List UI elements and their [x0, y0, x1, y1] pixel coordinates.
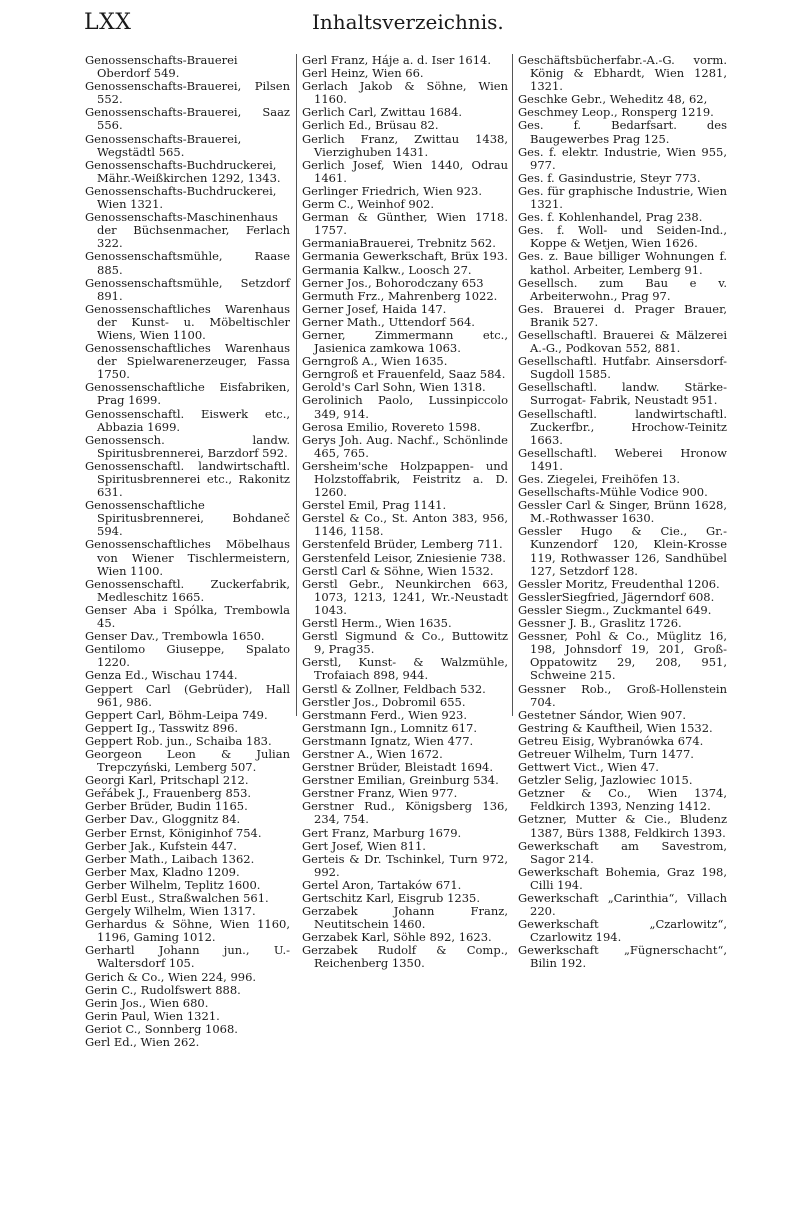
index-entry: Genossensch. landw. Spiritusbrennerei, Barzdorf 592. [85, 432, 290, 460]
index-entry: Gerstel Emil, Prag 1141. [302, 498, 447, 513]
index-entry: Genossenschafts-Brauerei Oberdorf 549. [85, 53, 238, 81]
page-title: Inhaltsverzeichnis. [312, 10, 504, 34]
index-entry: Genossenschaftl. Zuckerfabrik, Medleschitz 1665. [85, 576, 290, 604]
index-entry: Gerl Heinz, Wien 66. [302, 66, 424, 81]
index-entry: Gesellschaftl. landwirtschaftl. Zuckerfbr., Hrochow-Teinitz 1663. [518, 406, 727, 447]
index-entry: Gettwert Vict., Wien 47. [518, 760, 659, 775]
index-entry: Gerstl Sigmund & Co., Buttowitz 9, Prag35. [302, 629, 508, 657]
index-entry: Gerstmann Ignatz, Wien 477. [302, 733, 474, 748]
index-entry: Gerstner Franz, Wien 977. [302, 786, 458, 801]
index-entry: Geschke Gebr., Weheditz 48, 62, [518, 92, 708, 107]
index-entry: Ges. f. elektr. Industrie, Wien 955, 977. [518, 144, 727, 172]
index-entry: Gessler Carl & Singer, Brünn 1628, M.-Rothwasser 1630. [518, 498, 727, 526]
index-entry: Genossenschafts-Maschinenhaus der Büchsenmacher, Ferlach 322. [85, 210, 290, 251]
index-entry: Gewerkschaft „Czarlowitz“, Czarlowitz 194. [518, 917, 727, 945]
index-entry: Genossenschaftliches Warenhaus der Kunst- u. Möbeltischler Wiens, Wien 1100. [85, 301, 290, 342]
index-entry: Getzner, Mutter & Cie., Bludenz 1387, Bürs 1388, Feldkirch 1393. [518, 812, 727, 840]
index-entry: Ges. Brauerei d. Prager Brauer, Branik 527. [518, 301, 727, 329]
index-entry: Gerstl & Zollner, Feldbach 532. [302, 681, 486, 696]
index-entry: Geriot C., Sonnberg 1068. [85, 1021, 238, 1036]
index-entry: Geppert Carl (Gebrüder), Hall 961, 986. [85, 681, 290, 709]
index-entry: Gessner J. B., Graslitz 1726. [518, 616, 682, 631]
index-entry: Genossenschaftliches Möbelhaus von Wiener Tischlermeistern, Wien 1100. [85, 537, 290, 578]
index-entry: Gewerkschaft am Savestrom, Sagor 214. [518, 838, 727, 866]
index-entry: Gerber Brüder, Budin 1165. [85, 799, 248, 814]
index-entry: Gerys Joh. Aug. Nachf., Schönlinde 465, 765. [302, 432, 508, 460]
index-entry: Gessler Siegm., Zuckmantel 649. [518, 602, 712, 617]
index-entry: Germuth Frz., Mahrenberg 1022. [302, 288, 498, 303]
index-entry: Gewerkschaft „Carinthia“, Villach 220. [518, 891, 727, 919]
index-entry: Genossenschaftliches Warenhaus der Spielwarenerzeuger, Fassa 1750. [85, 341, 290, 382]
index-entry: Gerber Wilhelm, Teplitz 1600. [85, 877, 261, 892]
index-entry: Ges. für graphische Industrie, Wien 1321. [518, 183, 727, 212]
index-entry: Getreuer Wilhelm, Turn 1477. [518, 746, 694, 761]
index-entry: Genossenschaftliche Spiritusbrennerei, Bohdaneč 594. [85, 498, 290, 539]
index-entry: Gerstmann Ferd., Wien 923. [302, 707, 467, 722]
index-column-2 [302, 54, 508, 971]
index-entry: Gerold's Carl Sohn, Wien 1318. [302, 380, 486, 395]
index-entry: Georgeon Leon & Julian Trepczyński, Lemberg 507. [85, 746, 290, 775]
index-entry: Genossenschaftl. landwirtschaftl. Spiritusbrennerei etc., Rakonitz 631. [85, 458, 290, 500]
index-entry: Gerlich Carl, Zwittau 1684. [302, 105, 463, 120]
index-entry: Gerin Jos., Wien 680. [85, 995, 209, 1010]
index-entry: Germ C., Weinhof 902. [302, 197, 435, 212]
index-entry: Gerin C., Rudolfswert 888. [85, 982, 241, 997]
index-entry: Gerber Jak., Kufstein 447. [85, 838, 237, 853]
index-entry: Gerstl, Kunst- & Walzmühle, Trofaiach 898, 944. [302, 655, 508, 683]
index-entry: Ges. f. Woll- und Seiden-Ind., Koppe & Wetjen, Wien 1626. [518, 223, 727, 251]
index-entry: Ges. Ziegelei, Freihöfen 13. [518, 472, 681, 486]
index-entry: Gerber Math., Laibach 1362. [85, 851, 255, 866]
index-entry: Genossenschaftsmühle, Setzdorf 891. [85, 275, 290, 303]
index-entry: Genossenschafts-Brauerei, Saaz 556. [85, 105, 290, 133]
index-entry: Ges. z. Baue billiger Wohnungen f. kathol. Arbeiter, Lemberg 91. [518, 249, 727, 277]
index-entry: Gerzabek Rudolf & Comp., Reichenberg 1350. [302, 943, 508, 971]
index-entry: Gerstenfeld Brüder, Lemberg 711. [302, 537, 503, 552]
index-entry: Genser Aba i Spólka, Trembowla 45. [85, 602, 290, 631]
index-entry: GesslerSiegfried, Jägerndorf 608. [518, 589, 715, 604]
index-entry: Gert Josef, Wien 811. [302, 838, 426, 853]
index-entry: Gerl Ed., Wien 262. [85, 1035, 200, 1050]
index-entry: Gertschitz Karl, Eisgrub 1235. [302, 891, 480, 905]
index-entry: Ges. f. Kohlenhandel, Prag 238. [518, 210, 703, 225]
index-column-3 [518, 54, 727, 971]
column-divider [296, 54, 297, 716]
index-entry: Gerner Math., Uttendorf 564. [302, 314, 475, 329]
index-entry: Gewerkschaft „Fügnerschacht“, Bilin 192. [518, 943, 727, 971]
index-entry: Gerich & Co., Wien 224, 996. [85, 969, 257, 984]
index-entry: Genser Dav., Trembowla 1650. [85, 629, 265, 644]
index-entry: Geschmey Leop., Ronsperg 1219. [518, 105, 714, 120]
page-header [0, 10, 803, 46]
index-entry: Genossenschafts-Buchdruckerei, Mähr.-Weißkirchen 1292, 1343. [85, 157, 281, 185]
index-entry: Gerstler Jos., Dobromil 655. [302, 694, 466, 709]
index-entry: Gerteis & Dr. Tschinkel, Turn 972, 992. [302, 851, 508, 879]
index-entry: Gerstner Brüder, Bleistadt 1694. [302, 760, 493, 775]
index-entry: Gessler Hugo & Cie., Gr.-Kunzendorf 120, Klein-Krosse 119, Rothwasser 126, Sandhübel 127, Setzdorf 128. [518, 524, 727, 578]
index-entry: Gesellsch. zum Bau e v. Arbeiterwohn., Prag 97. [518, 275, 727, 303]
index-entry: Genossenschafts-Buchdruckerei, Wien 1321. [85, 183, 277, 212]
column-divider [512, 54, 513, 716]
index-entry: Geřábek J., Frauenberg 853. [85, 786, 252, 801]
index-entry: Gesellschaftl. landw. Stärke-Surrogat- Fabrik, Neustadt 951. [518, 380, 727, 408]
page-number: LXX [84, 10, 132, 35]
index-entry: Gessner, Pohl & Co., Müglitz 16, 198, Johnsdorf 19, 201, Groß-Oppatowitz 29, 208, 951, Schweine 215. [518, 629, 727, 683]
index-entry: Gertel Aron, Tartaków 671. [302, 877, 462, 892]
index-entry: Genza Ed., Wischau 1744. [85, 668, 238, 683]
index-entry: Gerngroß A., Wien 1635. [302, 354, 448, 369]
index-entry: Gerin Paul, Wien 1321. [85, 1008, 220, 1023]
index-entry: Gerner Jos., Bohorodczany 653 [302, 275, 484, 290]
index-entry: Gerstel & Co., St. Anton 383, 956, 1146, 1158. [302, 511, 508, 539]
index-entry: Gentilomo Giuseppe, Spalato 1220. [85, 642, 290, 670]
index-entry: Gersheim'sche Holzpappen- und Holzstoffabrik, Feistritz a. D. 1260. [302, 458, 508, 500]
index-entry: Genossenschaftsmühle, Raase 885. [85, 249, 290, 277]
index-entry: Gerolinich Paolo, Lussinpiccolo 349, 914. [302, 393, 508, 421]
index-entry: Gerzabek Johann Franz, Neutitschein 1460. [302, 904, 508, 932]
index-column-1 [85, 54, 290, 1049]
index-entry: Gerstmann Ign., Lomnitz 617. [302, 720, 478, 735]
index-entry: Gerngroß et Frauenfeld, Saaz 584. [302, 367, 506, 382]
index-entry: Gerzabek Karl, Söhle 892, 1623. [302, 930, 492, 945]
index-entry: Gerbl Eust., Straßwalchen 561. [85, 891, 269, 905]
index-entry: Gessler Moritz, Freudenthal 1206. [518, 576, 720, 591]
index-entry: Gerlich Josef, Wien 1440, Odrau 1461. [302, 157, 508, 185]
index-entry: Gerstner Emilian, Greinburg 534. [302, 773, 499, 788]
index-entry: Gerosa Emilio, Rovereto 1598. [302, 419, 481, 434]
index-entry: Gerlinger Friedrich, Wien 923. [302, 183, 482, 198]
index-entry: Gerhardus & Söhne, Wien 1160, 1196, Gaming 1012. [85, 917, 290, 945]
index-entry: Gestetner Sándor, Wien 907. [518, 707, 687, 722]
index-entry: Gestring & Kauftheil, Wien 1532. [518, 720, 713, 735]
index-entry: Gerstl Gebr., Neunkirchen 663, 1073, 1213, 1241, Wr.-Neustadt 1043. [302, 576, 508, 617]
index-entry: Georgi Karl, Pritschapl 212. [85, 773, 249, 788]
index-entry: Gerstenfeld Leisor, Zniesienie 738. [302, 550, 506, 565]
index-entry: Germania Kalkw., Loosch 27. [302, 262, 472, 277]
index-entry: Genossenschaftl. Eiswerk etc., Abbazia 1699. [85, 406, 290, 434]
index-entry: Gesellschafts-Mühle Vodice 900. [518, 485, 708, 500]
index-entry: Gesellschaftl. Weberei Hronow 1491. [518, 445, 727, 473]
index-entry: Gerl Franz, Háje a. d. Iser 1614. [302, 53, 492, 67]
index-entry: Gergely Wilhelm, Wien 1317. [85, 904, 256, 919]
index-entry: Gessner Rob., Groß-Hollenstein 704. [518, 681, 727, 709]
index-entry: Germania Gewerkschaft, Brüx 193. [302, 249, 508, 264]
index-entry: Ges. f. Bedarfsart. des Baugewerbes Prag 125. [518, 118, 727, 146]
index-entry: Gerner Josef, Haida 147. [302, 301, 447, 316]
index-entry: Gerstl Carl & Söhne, Wien 1532. [302, 563, 494, 578]
index-entry: Gerstl Herm., Wien 1635. [302, 616, 452, 631]
index-entry: Gerhartl Johann jun., U.-Waltersdorf 105. [85, 943, 290, 971]
index-entry: Getzler Selig, Jazlowiec 1015. [518, 773, 693, 788]
index-entry: Genossenschafts-Brauerei, Pilsen 552. [85, 79, 290, 107]
index-entry: Gerber Ernst, Königinhof 754. [85, 825, 262, 840]
index-entry: Gesellschaftl. Brauerei & Mälzerei A.-G., Podkovan 552, 881. [518, 327, 727, 356]
index-entry: Ges. f. Gasindustrie, Steyr 773. [518, 170, 701, 185]
index-entry: Gesellschaftl. Hutfabr. Ainsersdorf-Sugdoll 1585. [518, 354, 727, 382]
index-entry: Geppert Ig., Tasswitz 896. [85, 720, 239, 735]
index-entry: Gerlich Franz, Zwittau 1438, Vierzighuben 1431. [302, 131, 508, 159]
index-entry: Gerner, Zimmermann etc., Jasienica zamkowa 1063. [302, 327, 508, 356]
index-entry: GermaniaBrauerei, Trebnitz 562. [302, 236, 496, 251]
index-entry: Getzner & Co., Wien 1374, Feldkirch 1393, Nenzing 1412. [518, 786, 727, 814]
index-entry: Genossenschaftliche Eisfabriken, Prag 1699. [85, 380, 290, 408]
index-entry: Gerlich Ed., Brüsau 82. [302, 118, 439, 133]
index-entry: Gerlach Jakob & Söhne, Wien 1160. [302, 79, 508, 107]
index-entry: Gerber Dav., Gloggnitz 84. [85, 812, 241, 827]
index-entry: Gewerkschaft Bohemia, Graz 198, Cilli 194. [518, 864, 727, 892]
index-entry: Getreu Eisig, Wybranówka 674. [518, 733, 704, 748]
index-entry: Geppert Carl, Böhm-Leipa 749. [85, 707, 268, 722]
index-entry: Gerstner Rud., Königsberg 136, 234, 754. [302, 799, 508, 827]
index-entry: Genossenschafts-Brauerei, Wegstädtl 565. [85, 131, 242, 159]
index-entry: Geppert Rob. jun., Schaiba 183. [85, 733, 272, 748]
index-entry: German & Günther, Wien 1718. 1757. [302, 210, 508, 238]
index-entry: Gert Franz, Marburg 1679. [302, 825, 462, 840]
index-entry: Geschäftsbücherfabr.-A.-G. vorm. König & Ebhardt, Wien 1281, 1321. [518, 53, 727, 94]
index-entry: Gerber Max, Kladno 1209. [85, 864, 240, 879]
index-entry: Gerstner A., Wien 1672. [302, 746, 443, 761]
